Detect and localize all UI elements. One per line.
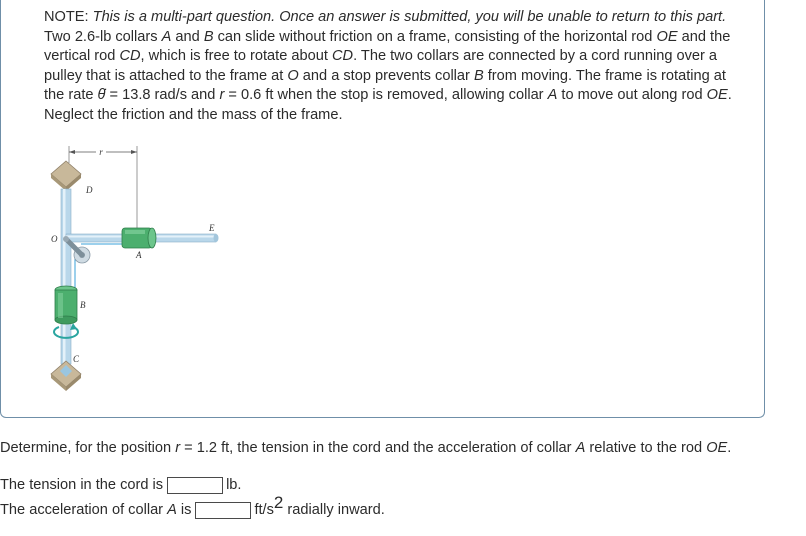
note-body: This is a multi-part question. Once an answer is submitted, you will be unable to return to this part. — [92, 9, 727, 25]
label-b: B — [80, 300, 86, 310]
label-c: C — [73, 354, 80, 364]
text-segment: relative to the rod — [585, 440, 707, 456]
text-segment: and a stop prevents collar — [298, 67, 474, 84]
text-segment: is — [176, 502, 192, 518]
acceleration-input[interactable] — [195, 502, 251, 519]
var-point-o: O — [287, 67, 299, 84]
text-segment: = 1.2 ft, the tension in the cord and the acceleration of collar — [180, 440, 576, 456]
label-e: E — [209, 223, 215, 233]
var-collar-b: B — [473, 67, 484, 84]
top-bearing — [51, 161, 81, 187]
var-rod-cd: CD — [119, 48, 141, 64]
text-segment: and the vertical rod — [44, 28, 731, 64]
var-collar-b: B — [203, 28, 214, 45]
var-r: r — [219, 87, 225, 103]
text-segment: . The two collars are connected by a cord running over a pulley that is attached to the frame at — [44, 48, 718, 84]
var-collar-a: A — [161, 28, 172, 45]
text-segment: to move out along rod — [557, 87, 707, 103]
var-rod-oe: OE — [706, 87, 728, 103]
problem-statement — [44, 8, 734, 125]
label-r: r — [99, 147, 103, 157]
label-d: D — [86, 185, 93, 195]
collar-a-face — [148, 228, 156, 248]
acceleration-label — [0, 501, 191, 520]
problem-text — [44, 28, 734, 126]
arrow-head-right — [131, 150, 137, 154]
text-segment: from moving. The frame is rotating at the rate — [44, 67, 726, 103]
note-label: NOTE: — [44, 9, 89, 25]
text-segment: . Neglect the friction and the mass of the frame. — [44, 87, 732, 123]
collar-highlight — [125, 230, 145, 234]
tension-input[interactable] — [167, 477, 223, 494]
var-rod-oe: OE — [706, 440, 728, 456]
label-a: A — [136, 250, 142, 260]
text-segment: , which is free to rotate about — [140, 48, 332, 64]
text-segment: The acceleration of collar — [0, 502, 168, 518]
var-rod-cd: CD — [331, 48, 354, 64]
collar-highlight — [58, 293, 63, 318]
tension-answer-row — [0, 476, 241, 495]
text-segment: = 13.8 rad/s and — [105, 87, 220, 103]
text-segment: = 0.6 ft when the stop is removed, allowing collar — [224, 87, 548, 103]
frame-diagram — [39, 143, 229, 393]
text-segment: Two 2.6-lb collars — [44, 28, 162, 45]
text-segment: radially inward. — [283, 502, 385, 518]
pivot-o — [63, 236, 69, 242]
text-segment: can slide without friction on a frame, consisting of the horizontal rod — [213, 28, 657, 45]
note-line — [44, 8, 734, 28]
question-text — [0, 439, 806, 458]
text-segment: Determine, for the position — [0, 440, 176, 456]
var-theta-dot: θ̇ — [97, 87, 106, 103]
text-segment: and — [171, 28, 204, 45]
arrow-head-left — [69, 150, 75, 154]
acceleration-answer-row — [0, 493, 385, 520]
unit-exponent: 2 — [273, 493, 284, 512]
var-collar-a: A — [547, 87, 558, 103]
label-o: O — [51, 234, 58, 244]
tension-unit: lb. — [226, 477, 242, 493]
var-r: r — [175, 440, 181, 456]
unit-base: ft/s — [254, 502, 274, 518]
var-collar-a: A — [167, 502, 177, 518]
rod-end — [214, 234, 219, 242]
acceleration-unit — [254, 493, 385, 520]
var-rod-oe: OE — [656, 28, 678, 45]
text-segment: . — [727, 440, 732, 456]
var-collar-a: A — [575, 440, 586, 456]
tension-label: The tension in the cord is — [0, 477, 164, 493]
